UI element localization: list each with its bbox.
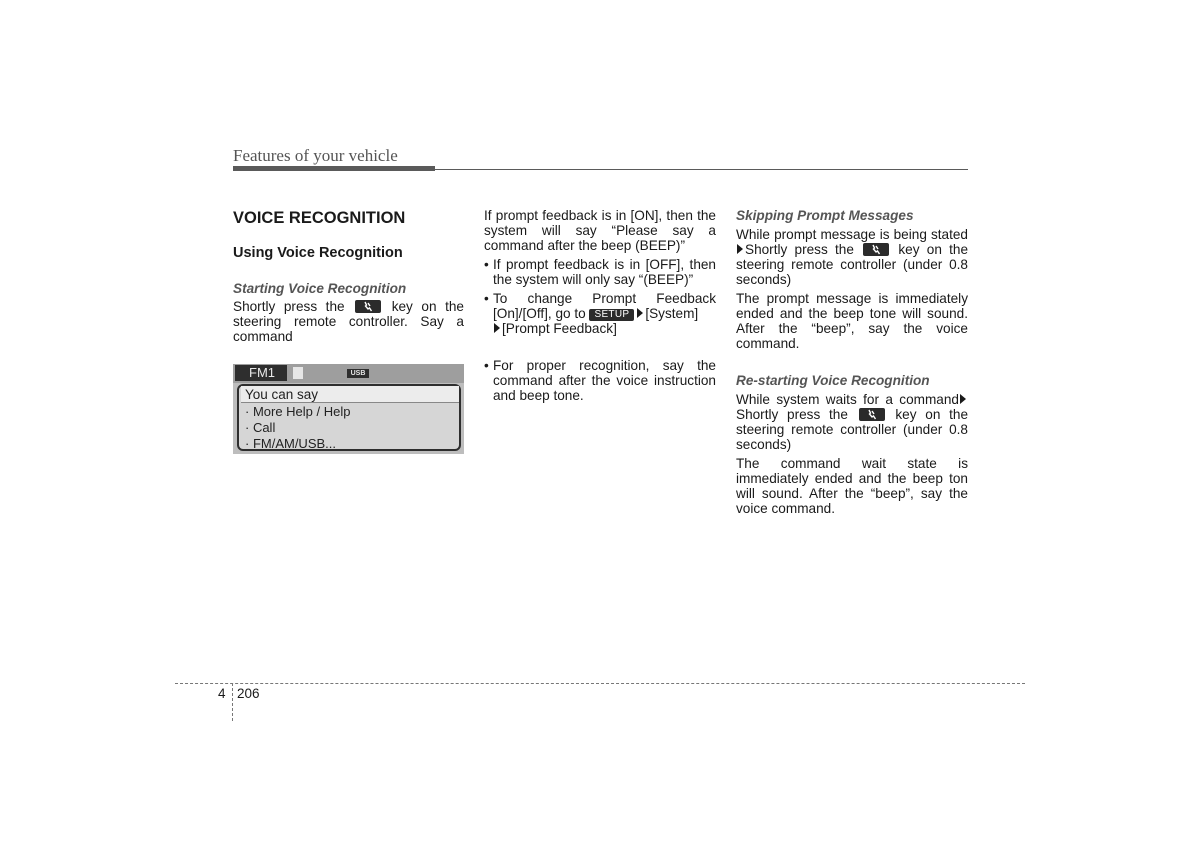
starting-paragraph [233,299,464,344]
skip-paragraph [736,227,968,287]
bullet-dot: • [484,257,489,272]
display-heading: You can say [241,386,459,403]
list-item [484,257,716,287]
bullet2-text-c: [Prompt Feedback] [502,321,617,336]
bullet2-text-a: To change Prompt Feedback [On]/[Off], go to [493,291,716,321]
list-item [484,358,716,403]
display-usb-badge: USB [347,369,369,378]
display-mode: FM1 [235,365,287,381]
bullet-text: For proper recognition, say the command after the voice instruction and beep tone. [493,358,716,403]
voice-display-screen [233,364,464,454]
restart-paragraph [736,392,968,452]
right-triangle-icon [637,308,643,318]
setup-key-label: SETUP [589,309,634,321]
bullet-text [493,291,716,336]
starting-text-b: key on the steering remote controller. Say a command [233,299,464,344]
right-triangle-icon [960,394,966,404]
voice-key-icon [859,408,885,421]
page-header-title: Features of your vehicle [233,146,398,165]
column-3 [736,208,968,520]
voice-key-icon [863,243,889,256]
starting-heading: Starting Voice Recognition [233,281,407,296]
skip-heading: Skipping Prompt Messages [736,208,914,223]
section-title: VOICE RECOGNITION [233,209,406,227]
header-rule-thin [435,169,968,170]
bullet-text: If prompt feedback is in [OFF], then the system will only say “(BEEP)” [493,257,716,287]
page-number: 206 [237,686,260,701]
footer-divider [232,683,233,721]
bullet2-text-b: [System] [645,306,699,321]
starting-text-a: Shortly press the [233,299,345,314]
bullet-dot: • [484,358,489,373]
restart-text-c: key on the steering remote controller (under 0.8 seconds) [736,407,969,452]
footer-rule [175,683,1025,684]
bullet-dot: • [484,291,489,306]
right-triangle-icon [494,323,500,333]
skip-text-c: key on the steering remote controller (under 0.8 seconds) [736,242,969,287]
restart-heading: Re-starting Voice Recognition [736,373,930,388]
header-rule-thick [233,166,435,171]
chapter-number: 4 [218,686,226,701]
column-1 [233,205,464,454]
prompt-feedback-on-paragraph: If prompt feedback is in [ON], then the system will say “Please say a command after the beep (BEEP)” [484,208,716,253]
right-triangle-icon [737,244,743,254]
display-item: · FM/AM/USB... [245,436,336,451]
restart-text-a: While system waits for a command [736,392,959,407]
list-item [484,291,716,336]
skip-text-a: While prompt message is being stated [736,227,968,242]
restart-text-b: Shortly press the [736,407,848,422]
subsection-title: Using Voice Recognition [233,245,403,261]
restart-paragraph-2: The command wait state is immediately ended and the beep ton will sound. After the “beep”, say the voice command. [736,456,968,516]
display-item: · Call [245,420,276,435]
skip-paragraph-2: The prompt message is immediately ended and the beep tone will sound. After the “beep”, say the voice command. [736,291,968,351]
skip-text-b: Shortly press the [745,242,854,257]
display-list-box [237,384,461,451]
bluetooth-icon [293,367,303,379]
column-2 [484,208,716,407]
display-item: · More Help / Help [245,404,351,419]
voice-key-icon [355,300,381,313]
